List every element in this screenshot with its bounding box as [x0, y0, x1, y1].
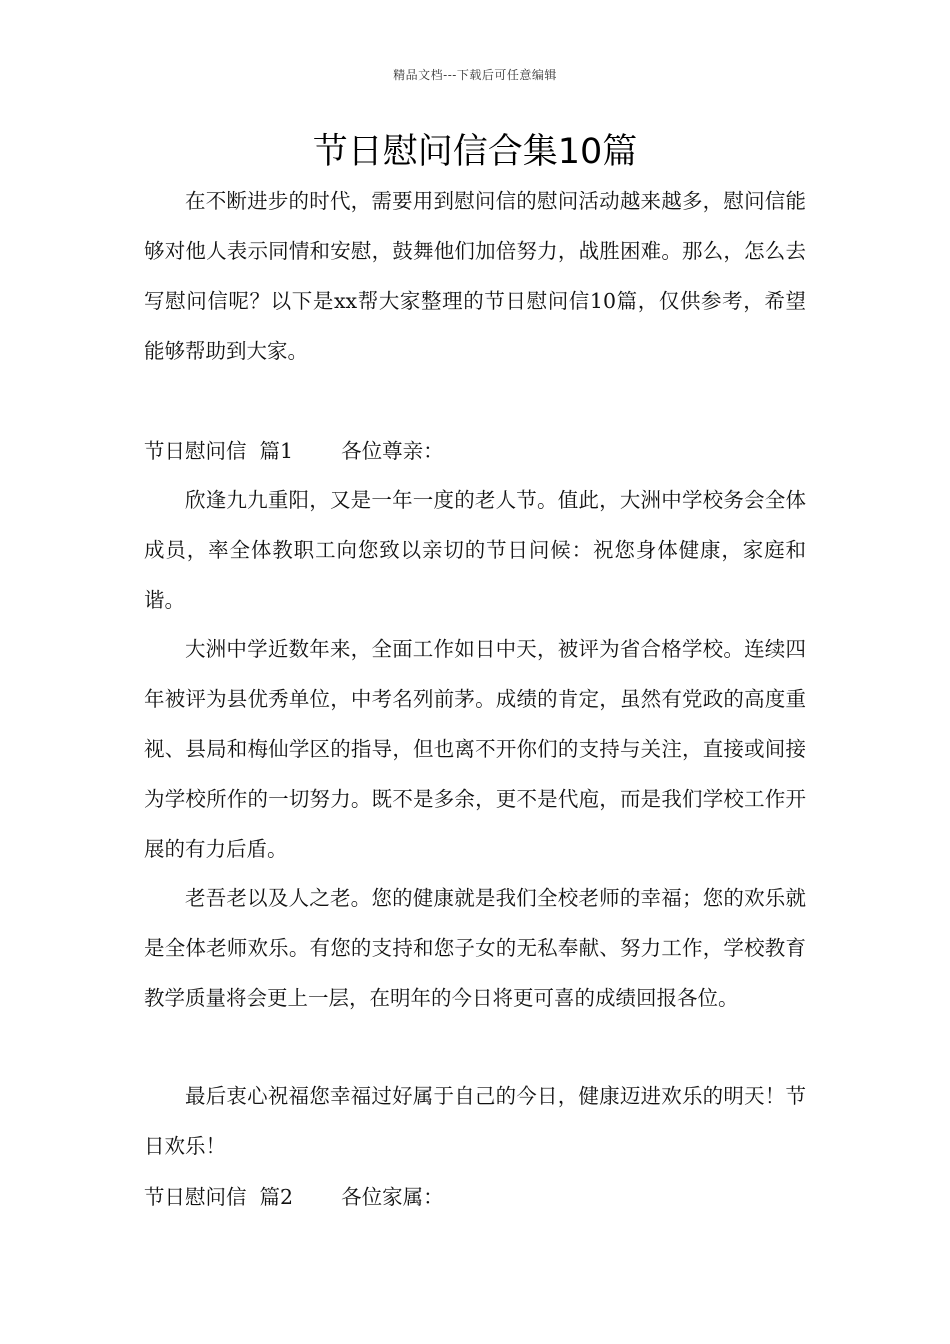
section-1-paragraph-1: 欣逢九九重阳，又是一年一度的老人节。值此，大洲中学校务会全体成员，率全体教职工向您致以亲切的节日问候：祝您身体健康，家庭和谐。: [144, 488, 806, 612]
section-1-paragraph-4: 最后衷心祝福您幸福过好属于自己的今日，健康迈进欢乐的明天！节日欢乐！: [144, 1084, 806, 1158]
section-heading-1: [144, 436, 806, 466]
section-salutation: 各位尊亲：: [341, 439, 444, 463]
section-salutation: 各位家属：: [341, 1185, 444, 1209]
section-label: 节日慰问信 篇2: [144, 1185, 294, 1209]
section-1-paragraph-3: 老吾老以及人之老。您的健康就是我们全校老师的幸福；您的欢乐就是全体老师欢乐。有您的支持和您子女的无私奉献、努力工作，学校教育教学质量将会更上一层，在明年的今日将更可喜的成绩回报各位。: [144, 886, 806, 1010]
intro-paragraph: 在不断进步的时代，需要用到慰问信的慰问活动越来越多，慰问信能够对他人表示同情和安慰，鼓舞他们加倍努力，战胜困难。那么，怎么去写慰问信呢？以下是xx帮大家整理的节日慰问信10篇，仅供参考，希望能够帮助到大家。: [144, 189, 806, 363]
section-heading-2: [144, 1182, 806, 1212]
section-1-paragraph-2: 大洲中学近数年来，全面工作如日中天，被评为省合格学校。连续四年被评为县优秀单位，中考名列前茅。成绩的肯定，虽然有党政的高度重视、县局和梅仙学区的指导，但也离不开你们的支持与关注，直接或间接为学校所作的一切努力。既不是多余，更不是代庖，而是我们学校工作开展的有力后盾。: [144, 637, 806, 861]
document-title: 节日慰问信合集10篇: [312, 132, 638, 172]
header-watermark: 精品文档---下载后可任意编辑: [393, 68, 557, 82]
section-label: 节日慰问信 篇1: [144, 439, 294, 463]
